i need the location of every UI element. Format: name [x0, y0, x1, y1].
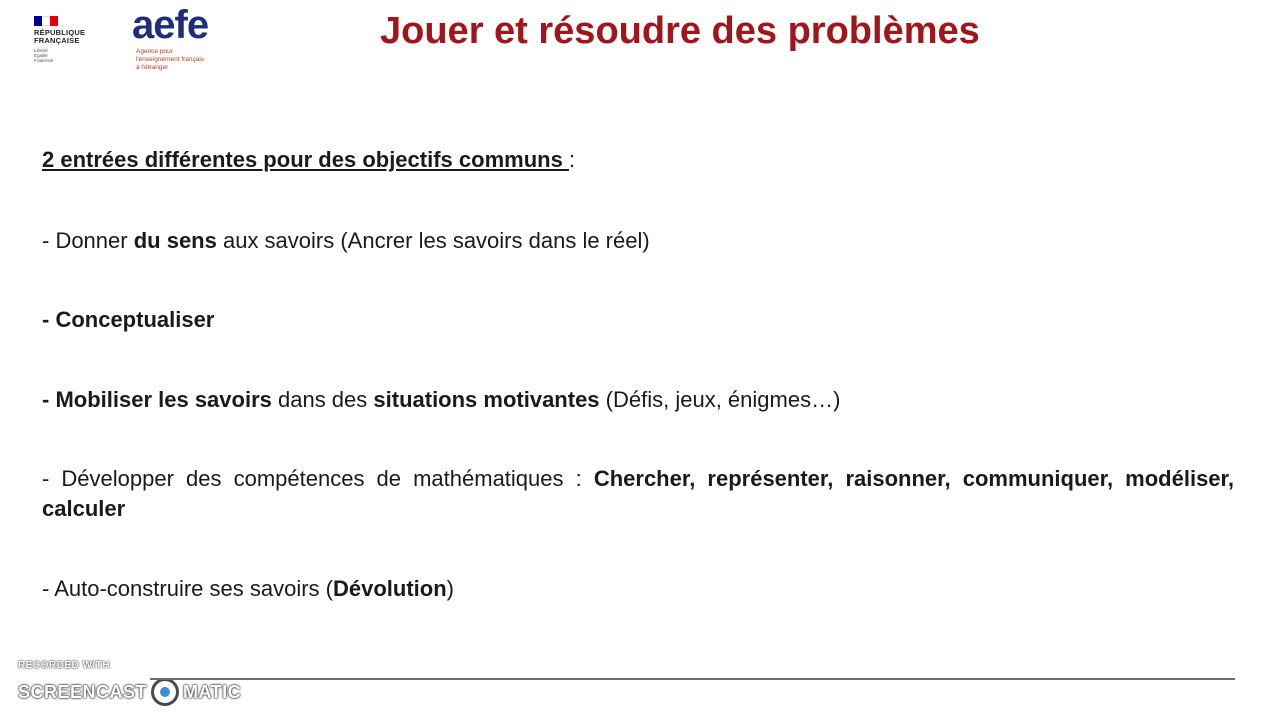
bullet-segment: - Mobiliser les savoirs: [42, 387, 272, 412]
watermark-recorded-with: RECORDED WITH: [18, 660, 111, 671]
bullet-segment: situations motivantes: [373, 387, 600, 412]
bullet-segment: - Développer des compétences de mathématiques :: [42, 466, 594, 491]
rf-line-1: RÉPUBLIQUE: [34, 28, 86, 37]
bullet-mobiliser: [42, 385, 840, 415]
bullet-competences: [42, 464, 1234, 524]
section-heading: [42, 147, 575, 173]
aefe-tagline-1: Agence pour: [136, 48, 173, 55]
aefe-tagline-3: à l'étranger: [136, 64, 169, 71]
bullet-auto-construire: [42, 574, 454, 604]
bullet-segment: (Défis, jeux, énigmes…): [599, 387, 841, 412]
rf-motto-1: Liberté: [34, 48, 48, 53]
aefe-logo: [132, 2, 242, 82]
watermark-matic: MATIC: [183, 681, 242, 702]
bullet-segment: du sens: [133, 228, 217, 253]
aefe-tagline-2: l'enseignement français: [136, 56, 205, 63]
section-heading-colon: :: [568, 147, 576, 172]
aefe-wordmark: aefe: [132, 3, 209, 47]
french-flag-icon: [34, 16, 58, 26]
bullet-sens: [42, 226, 650, 256]
rf-motto-3: Fraternité: [34, 58, 54, 63]
bullet-segment: ): [446, 576, 454, 601]
watermark-screencast: SCREENCAST: [18, 681, 148, 702]
section-heading-text: 2 entrées différentes pour des objectifs communs: [42, 147, 569, 172]
footer-divider: [150, 678, 1235, 680]
rf-line-2: FRANÇAISE: [34, 36, 80, 45]
bullet-segment: Dévolution: [332, 576, 447, 601]
slide-title: Jouer et résoudre des problèmes: [380, 10, 980, 52]
bullet-segment: Chercher, représenter, raisonner, communiquer, modéliser, calculer: [42, 466, 1235, 521]
bullet-segment: dans des: [271, 387, 374, 412]
bullet-segment: - Donner: [42, 228, 134, 253]
bullet-segment: aux savoirs (Ancrer les savoirs dans le réel): [216, 228, 650, 253]
republique-francaise-logo: [34, 16, 104, 72]
screencast-logo-icon: [151, 678, 179, 706]
rf-motto-2: Égalité: [34, 53, 48, 58]
bullet-conceptualiser: [42, 305, 214, 335]
screencast-watermark: [18, 660, 258, 710]
bullet-segment: - Auto-construire ses savoirs (: [42, 576, 333, 601]
bullet-segment: - Conceptualiser: [42, 307, 215, 332]
